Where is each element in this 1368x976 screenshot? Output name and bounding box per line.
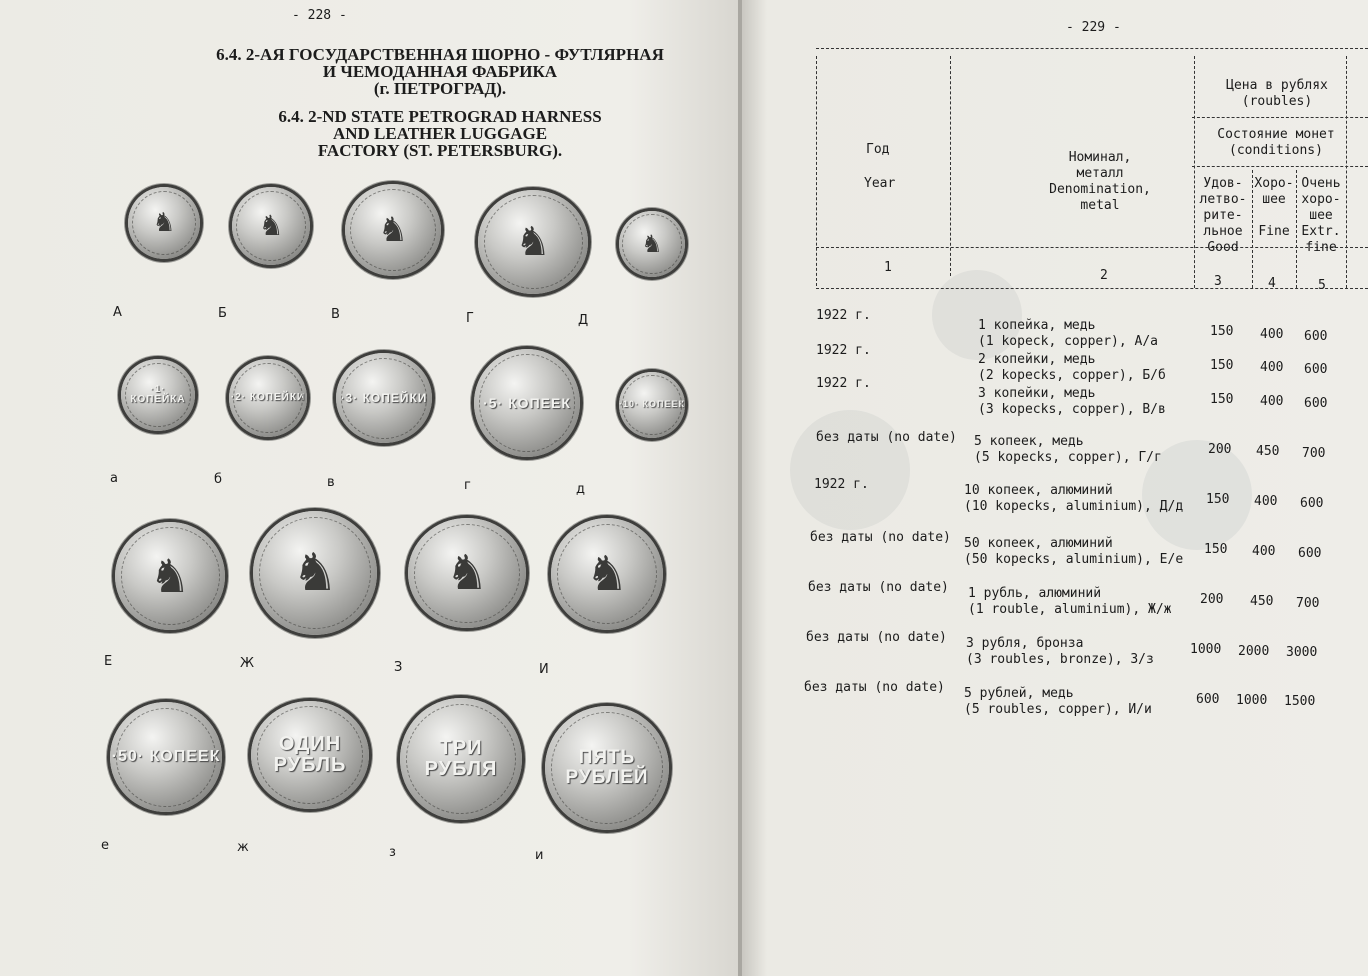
header-year-en: Year xyxy=(864,176,896,191)
row-denomination xyxy=(968,586,1172,618)
header-denom-line: Номинал, xyxy=(1068,150,1132,165)
row-year: 1922 г. xyxy=(816,308,871,323)
coin-reverse-i xyxy=(545,706,669,830)
denom-ru: 2 копейки, медь xyxy=(978,352,1096,367)
price-good: 200 xyxy=(1200,592,1224,607)
coin-obverse-d xyxy=(619,211,685,277)
denom-ru: 50 копеек, алюминий xyxy=(964,536,1113,551)
heading-english xyxy=(150,108,730,159)
page-number-right: - 229 - xyxy=(1066,20,1121,35)
coin-label: И xyxy=(539,662,549,677)
price-fine: 450 xyxy=(1250,594,1274,609)
row-year: 1922 г. xyxy=(816,343,871,358)
coin-reverse-d xyxy=(619,372,685,438)
header-xf-line: Extr. xyxy=(1301,224,1341,239)
price-extra-fine: 600 xyxy=(1304,329,1328,344)
header-price-line: Цена в рублях xyxy=(1226,78,1328,93)
price-good: 150 xyxy=(1204,542,1228,557)
coin-inscription: ·3· КОПЕЙКИ xyxy=(340,390,428,405)
coin-label: з xyxy=(389,845,396,860)
header-year-ru: Год xyxy=(866,142,890,157)
elk-icon: ♞ xyxy=(445,545,489,601)
header-good-line: рите- xyxy=(1203,208,1243,223)
row-denomination xyxy=(966,636,1154,668)
coin-label: Е xyxy=(104,654,113,669)
coin-obverse-e xyxy=(115,522,225,630)
header-condition xyxy=(1198,127,1354,159)
price-extra-fine: 600 xyxy=(1304,362,1328,377)
elk-icon: ♞ xyxy=(641,230,663,258)
row-year: 1922 г. xyxy=(816,376,871,391)
coin-reverse-z xyxy=(400,698,522,820)
row-year: без даты (no date) xyxy=(810,530,951,545)
price-fine: 400 xyxy=(1260,327,1284,342)
header-xf-line: шее xyxy=(1309,208,1333,223)
row-denomination xyxy=(978,352,1166,384)
price-extra-fine: 700 xyxy=(1302,446,1326,461)
denom-ru: 3 рубля, бронза xyxy=(966,636,1084,651)
row-year: без даты (no date) xyxy=(808,580,949,595)
coin-label: а xyxy=(110,471,118,486)
coin-label: ж xyxy=(237,840,249,855)
denom-en: (5 kopecks, copper), Г/г xyxy=(974,450,1162,465)
heading-ru-line-1: 6.4. 2-АЯ ГОСУДАРСТВЕННАЯ ШОРНО - ФУТЛЯРНАЯ xyxy=(216,45,664,64)
table-rule xyxy=(816,48,1368,49)
price-good: 150 xyxy=(1210,358,1234,373)
denom-en: (1 kopeck, copper), А/а xyxy=(978,334,1159,349)
price-extra-fine: 600 xyxy=(1304,396,1328,411)
price-fine: 1000 xyxy=(1236,693,1268,708)
coin-obverse-b xyxy=(232,187,310,265)
coin-inscription: ·50· КОПЕЕК xyxy=(111,747,221,765)
denom-ru: 3 копейки, медь xyxy=(978,386,1096,401)
coin-reverse-v xyxy=(336,353,432,443)
header-condition-line: (conditions) xyxy=(1229,143,1323,158)
coin-obverse-z xyxy=(408,518,526,628)
denom-en: (50 kopecks, aluminium), Е/е xyxy=(964,552,1184,567)
row-denomination xyxy=(964,686,1152,718)
denom-en: (2 kopecks, copper), Б/б xyxy=(978,368,1166,383)
elk-icon: ♞ xyxy=(152,208,176,238)
header-good-line: летво- xyxy=(1199,192,1247,207)
price-extra-fine: 700 xyxy=(1296,596,1320,611)
table-rule xyxy=(1192,117,1368,118)
coin-reverse-g xyxy=(474,349,580,457)
denom-ru: 1 рубль, алюминий xyxy=(968,586,1102,601)
header-condition-line: Состояние монет xyxy=(1217,127,1335,142)
elk-icon: ♞ xyxy=(258,209,284,242)
coin-reverse-a xyxy=(121,359,195,431)
denom-ru: 1 копейка, медь xyxy=(978,318,1096,333)
coin-reverse-zh xyxy=(251,701,369,809)
header-xf-line: Очень xyxy=(1301,176,1341,191)
price-good: 150 xyxy=(1210,392,1234,407)
heading-en-line-2: AND LEATHER LUGGAGE xyxy=(332,124,548,143)
heading-en-line-3: FACTORY (ST. PETERSBURG). xyxy=(317,141,563,160)
price-extra-fine: 1500 xyxy=(1284,694,1316,709)
price-good: 1000 xyxy=(1190,642,1222,657)
column-number: 1 xyxy=(884,260,892,275)
coin-inscription: ·2· КОПЕЙКИ xyxy=(230,391,306,403)
row-denomination xyxy=(964,536,1183,568)
denom-ru: 5 копеек, медь xyxy=(974,434,1084,449)
header-extra-fine xyxy=(1296,176,1346,256)
coin-label: Г xyxy=(466,311,474,326)
row-year: без даты (no date) xyxy=(806,630,947,645)
coin-obverse-g xyxy=(478,190,588,294)
table-rule xyxy=(1192,166,1368,167)
header-fine-line: шее xyxy=(1262,192,1286,207)
page-number-left: - 228 - xyxy=(292,8,347,23)
header-price xyxy=(1202,78,1352,110)
price-fine: 400 xyxy=(1254,494,1278,509)
elk-icon: ♞ xyxy=(585,546,629,602)
right-page xyxy=(742,0,1368,976)
price-good: 600 xyxy=(1196,692,1220,707)
elk-icon: ♞ xyxy=(515,219,551,265)
column-number: 4 xyxy=(1268,276,1276,291)
header-fine-line: Хоро- xyxy=(1254,176,1294,191)
price-good: 150 xyxy=(1206,492,1230,507)
denom-ru: 10 копеек, алюминий xyxy=(964,483,1113,498)
header-price-line: (roubles) xyxy=(1241,94,1313,109)
coin-inscription: ТРИ РУБЛЯ xyxy=(424,737,498,780)
header-fine-line: Fine xyxy=(1258,224,1290,239)
header-denom-line: металл xyxy=(1076,166,1124,181)
heading-russian xyxy=(150,46,730,97)
coin-label: З xyxy=(394,660,403,675)
price-fine: 400 xyxy=(1252,544,1276,559)
coin-inscription: ·5· КОПЕЕК xyxy=(483,394,571,411)
coin-label: д xyxy=(576,482,585,497)
column-number: 3 xyxy=(1214,274,1222,289)
price-fine: 400 xyxy=(1260,360,1284,375)
coin-reverse-b xyxy=(229,359,307,437)
coin-obverse-i xyxy=(551,518,663,630)
coin-label: А xyxy=(113,305,122,320)
header-fine xyxy=(1252,176,1296,240)
row-year: без даты (no date) xyxy=(804,680,945,695)
header-good xyxy=(1194,176,1252,256)
price-good: 200 xyxy=(1208,442,1232,457)
denom-en: (3 kopecks, copper), В/в xyxy=(978,402,1166,417)
row-denomination xyxy=(974,434,1162,466)
header-denomination xyxy=(990,150,1210,214)
coin-label: и xyxy=(535,848,544,863)
denom-en: (10 kopecks, aluminium), Д/д xyxy=(964,499,1184,514)
price-good: 150 xyxy=(1210,324,1234,339)
heading-ru-line-2: И ЧЕМОДАННАЯ ФАБРИКА xyxy=(322,62,558,81)
coin-label: В xyxy=(331,307,340,322)
column-number: 2 xyxy=(1100,268,1108,283)
price-extra-fine: 3000 xyxy=(1286,645,1318,660)
coin-label: Д xyxy=(578,313,589,328)
heading-ru-line-3: (г. ПЕТРОГРАД). xyxy=(373,79,507,98)
table-rule xyxy=(816,247,1368,248)
row-year: 1922 г. xyxy=(814,477,869,492)
header-xf-line: хоро- xyxy=(1301,192,1341,207)
coin-label: Б xyxy=(218,306,227,321)
price-fine: 400 xyxy=(1260,394,1284,409)
coin-label: е xyxy=(101,838,109,853)
heading-en-line-1: 6.4. 2-ND STATE PETROGRAD HARNESS xyxy=(278,107,602,126)
coin-inscription: ·10· КОПЕЕК xyxy=(619,399,685,410)
coin-reverse-e xyxy=(110,702,222,812)
coin-obverse-v xyxy=(345,184,441,276)
denom-en: (3 roubles, bronze), З/з xyxy=(966,652,1154,667)
header-denom-line: Denomination, xyxy=(1049,182,1151,197)
price-fine: 2000 xyxy=(1238,644,1270,659)
row-denomination xyxy=(978,386,1166,418)
table-rule xyxy=(816,56,817,286)
coin-label: в xyxy=(327,475,335,490)
row-year: без даты (no date) xyxy=(816,430,957,445)
coin-obverse-zh xyxy=(253,511,377,635)
elk-icon: ♞ xyxy=(149,549,191,603)
header-denom-line: metal xyxy=(1080,198,1120,213)
elk-icon: ♞ xyxy=(377,210,409,250)
coin-inscription: ПЯТЬ РУБЛЕЙ xyxy=(565,747,649,788)
coin-label: б xyxy=(214,472,223,487)
header-xf-line: fine xyxy=(1305,240,1337,255)
denom-ru: 5 рублей, медь xyxy=(964,686,1074,701)
table-rule xyxy=(950,56,951,276)
row-denomination xyxy=(978,318,1158,350)
header-good-line: льное xyxy=(1203,224,1243,239)
price-fine: 450 xyxy=(1256,444,1280,459)
price-extra-fine: 600 xyxy=(1298,546,1322,561)
elk-icon: ♞ xyxy=(291,543,339,603)
column-number: 5 xyxy=(1318,278,1326,293)
coin-label: г xyxy=(464,478,471,493)
denom-en: (1 rouble, aluminium), Ж/ж xyxy=(968,602,1172,617)
coin-label: Ж xyxy=(240,656,255,671)
denom-en: (5 roubles, copper), И/и xyxy=(964,702,1152,717)
coin-obverse-a xyxy=(128,187,200,259)
coin-inscription: ОДИН РУБЛЬ xyxy=(273,733,347,776)
price-extra-fine: 600 xyxy=(1300,496,1324,511)
table-rule xyxy=(816,288,1368,289)
coin-inscription: ·1· КОПЕЙКА xyxy=(130,383,186,405)
header-good-line: Удов- xyxy=(1203,176,1243,191)
row-denomination xyxy=(964,483,1183,515)
price-table xyxy=(742,0,1368,976)
header-good-line: Good xyxy=(1207,240,1239,255)
header-fine-line xyxy=(1252,208,1296,224)
